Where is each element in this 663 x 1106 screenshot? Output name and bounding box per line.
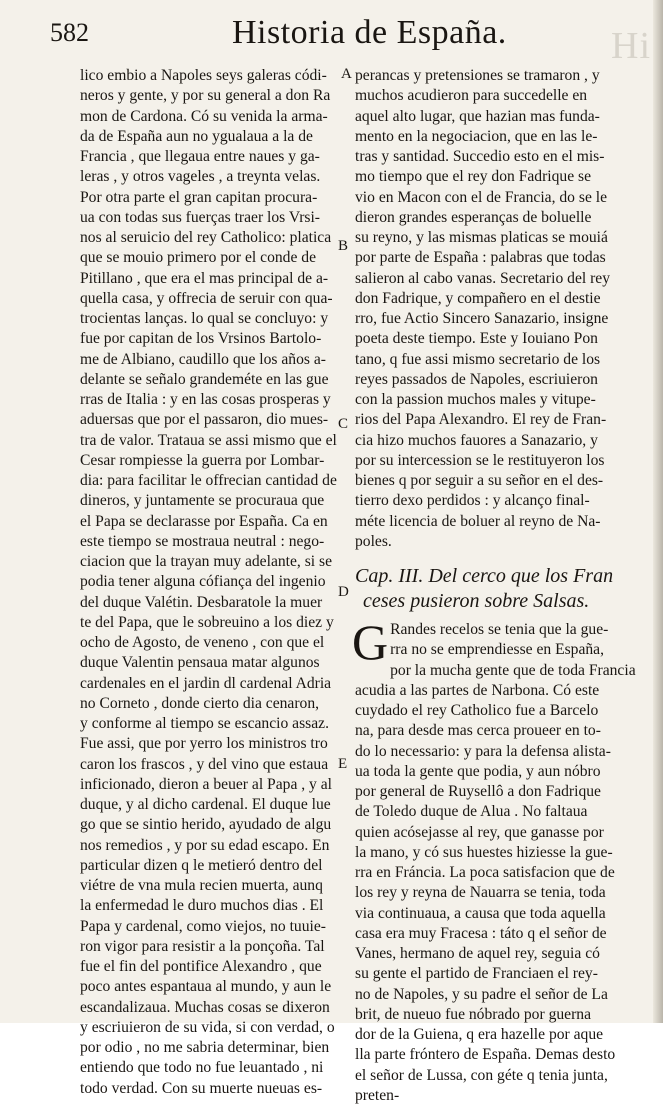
text-line: rra no se emprendiesse en España, bbox=[390, 641, 605, 659]
drop-cap: G bbox=[352, 614, 389, 670]
left-column bbox=[80, 66, 336, 1099]
text-line: cuydado el rey Catholico fue a Barcelo bbox=[355, 702, 599, 719]
text-line: por parte de España : palabras que todas bbox=[355, 249, 606, 267]
bleed-through-text: Hi bbox=[611, 25, 651, 67]
text-line: la mano, y có sus huestes hiziesse la gue- bbox=[355, 843, 613, 861]
text-line: poco antes espantaua al mundo, y aun le bbox=[80, 978, 332, 996]
text-line: mon de Cardona. Có su venida la arma- bbox=[80, 107, 328, 125]
text-line: fue el fin del pontifice Alexandro , que bbox=[80, 958, 322, 975]
text-line: ron vigor para resistir a la ponçoña. Tal bbox=[80, 937, 325, 955]
chapter-heading-line: Cap. III. Del cerco que los Fran bbox=[355, 565, 614, 587]
text-line: dor de la Guiena, q era hazelle por aque bbox=[355, 1026, 604, 1043]
text-line: Papa y cardenal, como viejos, no tuuie- bbox=[80, 917, 326, 935]
text-line: Fue assi, que por yerro los ministros tro bbox=[80, 735, 328, 753]
text-line: reyes passados de Napoles, escriuieron bbox=[355, 370, 598, 388]
text-line: por su intercession se le restituyeron los bbox=[355, 451, 605, 469]
chapter-heading-line: ceses pusieron sobre Salsas. bbox=[363, 590, 590, 612]
text-line: poles. bbox=[355, 532, 392, 550]
text-line: con la passion muchos males y vitupe- bbox=[355, 391, 596, 408]
text-line: Vanes, hermano de aquel rey, seguia có bbox=[355, 945, 600, 962]
text-line: dieron grandes esperanças de boluelle bbox=[355, 208, 592, 226]
text-line: vio en Macon con el de Francia, do se le bbox=[355, 188, 608, 206]
text-line: viétre de vna mula recien muerta, aunq bbox=[80, 877, 323, 894]
text-line: dineros, y juntamente se procuraua que bbox=[80, 492, 325, 510]
page-number: 582 bbox=[50, 18, 89, 47]
text-line: nos remedios , y por su edad escapo. En bbox=[80, 836, 330, 854]
text-line: su reyno, y las mismas platicas se mouiá bbox=[355, 229, 608, 246]
text-line: preten- bbox=[355, 1086, 400, 1104]
text-line: y conforme al tiempo se escancio assaz. bbox=[80, 715, 329, 732]
text-line: do lo necessario: y para la defensa alista- bbox=[355, 742, 611, 760]
text-line: inficionado, dieron a beuer al Papa , y al bbox=[80, 775, 333, 793]
text-line: aquel alto lugar, que hazian mas funda- bbox=[355, 107, 600, 125]
text-line: de Toledo duque de Alua . No faltaua bbox=[355, 803, 588, 821]
text-line: aduersas que por el passaron, dio mues- bbox=[80, 411, 329, 429]
text-line: poeta deste tiempo. Este y Iouiano Pon bbox=[355, 330, 598, 348]
text-line: via continuaua, a causa que toda aquella bbox=[355, 904, 606, 922]
text-line: Randes recelos se tenia que la gue- bbox=[390, 621, 609, 638]
text-line: salieron al cabo vanas. Secretario del rey bbox=[355, 269, 611, 287]
chapter-body bbox=[352, 614, 636, 1106]
text-line: da de España aun no ygualaua a la de bbox=[80, 127, 313, 145]
text-line: bienes q por seguir a su señor en el des- bbox=[355, 472, 604, 489]
text-line: el señor de Lussa, con géte q tenia junta, bbox=[355, 1066, 608, 1084]
text-line: mento en la negociacion, que en las le- bbox=[355, 127, 598, 145]
margin-marker-d: D bbox=[338, 584, 349, 600]
text-line: go que se sintio herido, ayudado de algu bbox=[80, 816, 332, 834]
text-line: entiendo que todo no fue leuantado , ni bbox=[80, 1059, 324, 1077]
text-line: rro, fue Actio Sincero Sanazario, insigne bbox=[355, 310, 609, 327]
text-line: te del Papa, que le sobreuino a los diez y bbox=[80, 613, 334, 631]
text-line: duque Valentin pensaua matar algunos bbox=[80, 654, 320, 672]
text-line: ciacion que la trayan muy adelante, si se bbox=[80, 553, 332, 570]
text-line: no Corneto , donde cierto dia cenaron, bbox=[80, 694, 320, 712]
text-line: por la mucha gente que de toda Francia bbox=[390, 661, 636, 679]
text-line: quien acósejasse al rey, que ganasse por bbox=[355, 823, 604, 841]
text-line: don Fadrique, y compañero en el destie bbox=[355, 289, 601, 307]
chapter-heading bbox=[355, 564, 614, 614]
text-line: lico embio a Napoles seys galeras códi- bbox=[80, 67, 327, 84]
margin-marker-e: E bbox=[338, 756, 348, 772]
text-line: ocho de Agosto, de veneno , con que el bbox=[80, 634, 325, 651]
text-line: tierro dexo perdidos : y alcanço final- bbox=[355, 492, 590, 510]
text-line: me de Albiano, caudillo que los años a- bbox=[80, 350, 326, 368]
text-line: rras de Italia : y en las cosas prosperas y bbox=[80, 391, 331, 408]
text-line: delante se señalo grandeméte en las gue bbox=[80, 370, 329, 388]
text-line: tra de valor. Trataua se assi mismo que el bbox=[80, 431, 337, 449]
text-line: el Papa se declarasse por España. Ca en bbox=[80, 512, 328, 530]
text-line: muchos acudieron para succedelle en bbox=[355, 87, 588, 105]
text-line: Francia , que llegaua entre naues y ga- bbox=[80, 148, 320, 165]
text-line: lla parte fróntero de España. Demas desto bbox=[355, 1046, 616, 1064]
right-column-top bbox=[355, 66, 611, 552]
page-edge bbox=[653, 0, 663, 1023]
text-line: su gente el partido de Franciaen el rey- bbox=[355, 965, 598, 983]
margin-marker-a: A bbox=[341, 66, 352, 82]
text-line: méte licencia de boluer al reyno de Na- bbox=[355, 512, 601, 530]
text-line: ua toda la gente que podia, y aun nóbro bbox=[355, 762, 601, 780]
text-line: cia hizo muchos fauores a Sanazario, y bbox=[355, 431, 598, 449]
text-line: Cesar rompiesse la guerra por Lombar- bbox=[80, 451, 325, 469]
text-line: particular dizen q le metieró dentro del bbox=[80, 856, 323, 874]
text-line: quella casa, y offrecia de seruir con qua- bbox=[80, 289, 333, 307]
running-title: Historia de España. bbox=[232, 14, 507, 51]
text-line: rra en Fráncia. La poca satisfacion que de bbox=[355, 864, 615, 881]
text-line: del duque Valétin. Desbaratole la muer bbox=[80, 593, 323, 611]
text-line: podia tener alguna cófiança del ingenio bbox=[80, 573, 326, 591]
text-line: mo tiempo que el rey don Fadrique se bbox=[355, 168, 592, 186]
text-line: brit, de nueuo fue nóbrado por guerna bbox=[355, 1005, 591, 1023]
text-line: Por otra parte el gran capitan procura- bbox=[80, 188, 318, 206]
text-line: neros y gente, y por su general a don Ra bbox=[80, 87, 331, 105]
text-line: dia: para facilitar le offrecian cantidad de bbox=[80, 472, 337, 489]
text-line: ua con todas sus fuerças traer los Vrsi- bbox=[80, 208, 320, 226]
text-line: leras , y otros vageles , a treynta velas. bbox=[80, 168, 321, 186]
text-line: na, para desde mas cerca proueer en to- bbox=[355, 722, 601, 740]
text-line: y escriuieron de su vida, si con verdad, o bbox=[80, 1018, 335, 1036]
margin-marker-c: C bbox=[338, 416, 349, 432]
text-line: rios del Papa Alexandro. El rey de Fran- bbox=[355, 411, 607, 429]
text-line: escandalizaua. Muchas cosas se dixeron bbox=[80, 998, 330, 1016]
text-line: este tiempo se mostraua neutral : nego- bbox=[80, 532, 325, 550]
right-column bbox=[352, 66, 636, 1106]
text-line: por general de Ruysellô a don Fadrique bbox=[355, 783, 601, 800]
text-line: por odio , no me sabria determinar, bien bbox=[80, 1039, 330, 1056]
text-line: caron los frascos , y del vino que estaua bbox=[80, 755, 329, 773]
text-line: que se mouio primero por el conde de bbox=[80, 249, 317, 267]
text-line: nos al seruicio del rey Catholico: platica bbox=[80, 229, 332, 246]
text-line: perancas y pretensiones se tramaron , y bbox=[355, 67, 600, 84]
text-line: duque, y al dicho cardenal. El duque lue bbox=[80, 796, 331, 813]
text-line: no de Napoles, y su padre el señor de La bbox=[355, 985, 608, 1003]
text-line: los rey y reyna de Nauarra se tenia, toda bbox=[355, 884, 606, 902]
margin-marker-b: B bbox=[338, 238, 349, 254]
text-line: Pitillano , que era el mas principal de a- bbox=[80, 269, 329, 287]
text-line: tano, q fue assi mismo secretario de los bbox=[355, 350, 601, 368]
text-line: acudia a las partes de Narbona. Có este bbox=[355, 681, 600, 699]
text-line: todo verdad. Con su muerte nueuas es- bbox=[80, 1079, 323, 1097]
text-line: casa era muy Fracesa : táto q el señor de bbox=[355, 924, 607, 942]
text-line: fue por capitan de los Vrsinos Bartolo- bbox=[80, 330, 322, 348]
text-line: tras y santidad. Succedio esto en el mis- bbox=[355, 148, 605, 165]
text-line: trocientas lanças. lo qual se concluyo: y bbox=[80, 310, 329, 327]
text-line: la enfermedad le duro muchos dias . El bbox=[80, 897, 324, 915]
text-line: cardenales en el jardin dl cardenal Adria bbox=[80, 674, 332, 692]
